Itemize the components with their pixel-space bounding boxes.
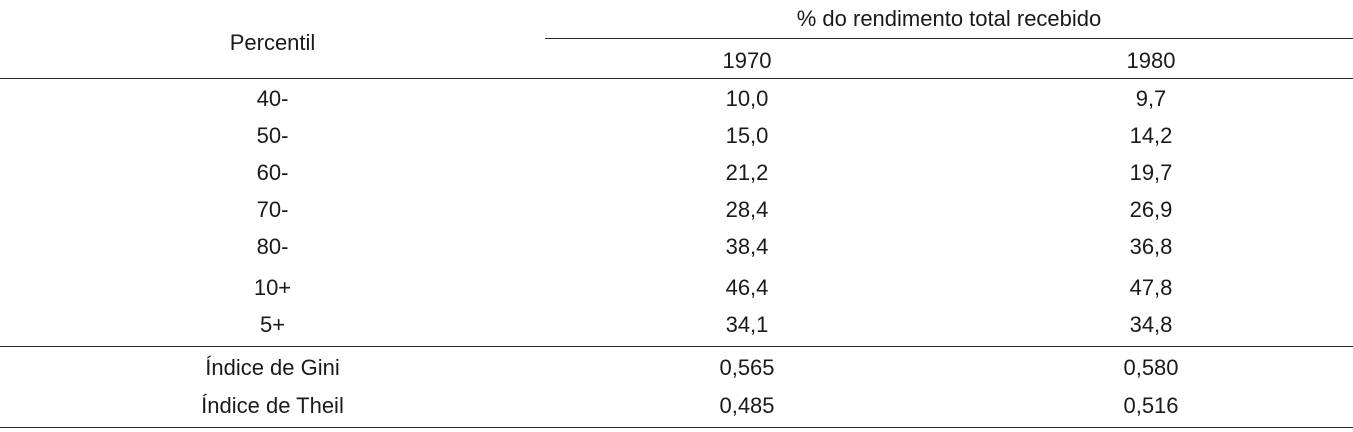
row-label: 50-: [256, 123, 289, 148]
row-label: Índice de Gini: [205, 355, 340, 380]
income-share-header: % do rendimento total recebido: [796, 6, 1102, 31]
value-1980: 19,7: [1129, 160, 1173, 185]
value-1970: 34,1: [725, 312, 769, 337]
row-label: 80-: [256, 234, 289, 259]
header-bottom-rule: [0, 78, 1353, 79]
row-label: Índice de Theil: [201, 393, 344, 418]
value-1980: 14,2: [1129, 123, 1173, 148]
value-1970: 15,0: [725, 123, 769, 148]
year-1980-header: 1980: [1126, 48, 1176, 73]
value-1970: 38,4: [725, 234, 769, 259]
year-1970-header: 1970: [722, 48, 772, 73]
row-label: 70-: [256, 197, 289, 222]
value-1980: 26,9: [1129, 197, 1173, 222]
row-label: 40-: [256, 86, 289, 111]
percentil-header: Percentil: [229, 30, 316, 55]
value-1980: 47,8: [1129, 275, 1173, 300]
table-bottom-rule: [0, 427, 1353, 428]
value-1970: 21,2: [725, 160, 769, 185]
indices-separator-rule: [0, 346, 1353, 347]
value-1970: 0,565: [719, 355, 775, 380]
value-1970: 10,0: [725, 86, 769, 111]
value-1970: 46,4: [725, 275, 769, 300]
value-1980: 0,580: [1123, 355, 1179, 380]
row-label: 60-: [256, 160, 289, 185]
value-1980: 36,8: [1129, 234, 1173, 259]
value-1980: 0,516: [1123, 393, 1179, 418]
value-1970: 0,485: [719, 393, 775, 418]
value-1980: 34,8: [1129, 312, 1173, 337]
header-group-rule: [545, 38, 1353, 39]
row-label: 5+: [259, 312, 286, 337]
value-1970: 28,4: [725, 197, 769, 222]
value-1980: 9,7: [1135, 86, 1167, 111]
row-label: 10+: [253, 275, 292, 300]
